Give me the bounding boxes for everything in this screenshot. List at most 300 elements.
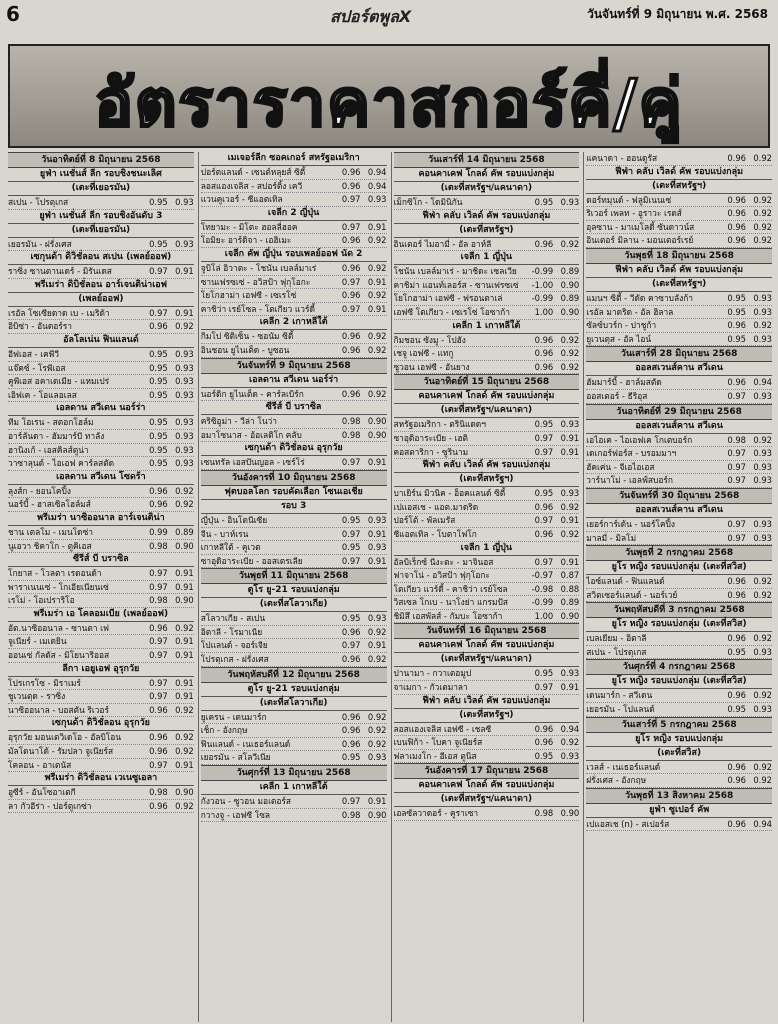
even-value: 0.93 [560,668,580,679]
match-name: ยูเวนตุส - อัล ไอน์ [586,333,652,344]
match-name: จีน - บาห์เรน [200,528,249,539]
even-value: 0.93 [175,376,194,387]
league-heading: ฟีฟ่า คลับ เวิลด์ คัพ รอบแบ่งกลุ่ม [394,695,580,709]
odds-row [8,581,194,595]
odd-value: 0.97 [149,650,168,661]
date-heading: วันเสาร์ที่ 14 มิถุนายน 2568 [394,152,580,168]
odds-row [394,487,580,501]
match-name: ลา กัวอีร่า - ปอร์ตูเกซ่า [8,800,92,811]
odds-row [201,612,387,626]
league-heading: เจลีก 1 ญี่ปุ่น [394,251,580,265]
odds-row [201,653,387,667]
even-value: 0.93 [753,448,772,459]
even-value: 0.94 [367,180,387,191]
venue-note: (เตะที่สหรัฐฯ) [586,180,772,194]
column-1 [6,152,194,1022]
odds-row [394,807,580,821]
match-name: อีฟเอส - เคพีวี [8,348,59,359]
odd-value: 0.96 [727,818,746,829]
even-value: 0.93 [753,532,772,543]
odd-value: 0.95 [149,238,168,249]
odds-row [586,292,772,306]
odd-value: 0.96 [341,626,361,637]
even-value: 0.94 [753,377,772,388]
even-value: 0.93 [753,292,772,303]
odds-row [586,689,772,703]
even-value: 0.90 [367,429,387,440]
date-heading: วันอังคารที่ 10 มิถุนายน 2568 [201,470,387,486]
match-name: เบนฟิก้า - โบคา จูเนียร์ส [393,737,483,748]
odd-value: 0.97 [727,532,746,543]
odd-value: 0.97 [727,461,746,472]
publication-logo: สปอร์ตพูลX [330,7,412,26]
odd-value: 0.96 [727,320,746,331]
odds-row [201,751,387,765]
odd-value: 0.95 [149,348,168,359]
odd-value: 0.96 [727,235,746,246]
match-name: ซาอุดิอาระเบีย - เฮติ [393,432,468,443]
even-value: 0.93 [175,197,194,207]
odds-row [394,667,580,681]
match-name: โชนัน เบลล์มาเร่ - มาชิดะ เซลเวีย [393,266,517,277]
match-name: เยอรมัน - ฝรั่งเศส [8,238,72,249]
even-value: 0.92 [175,704,194,715]
odds-row [201,234,387,248]
odds-row [201,166,387,180]
even-value: 0.93 [175,362,194,373]
even-value: 0.93 [175,458,194,469]
even-value: 0.94 [560,723,580,734]
venue-note: รอบ 3 [201,500,387,514]
odds-row [201,456,387,470]
odds-row [394,347,580,361]
match-name: อิตาลี - โรมาเนีย [200,626,263,637]
match-name: เช็ก - อังกฤษ [200,725,248,736]
odds-row [8,635,194,649]
even-value: 0.93 [753,704,772,715]
venue-note: (เพลย์ออฟ) [8,293,194,307]
odd-value: 0.96 [727,761,746,772]
odds-row [8,416,194,430]
odd-value: 0.97 [534,556,554,567]
odd-value: 0.97 [341,528,361,539]
match-name: เอลซัลวาดอร์ - คูราเซา [393,808,479,819]
odd-value: -0.99 [531,597,554,608]
odds-row [394,446,580,460]
match-name: เบลเยียม - อิตาลี [586,633,647,644]
odd-value: 0.96 [534,723,554,734]
match-name: อัต.นาซิออนาล - ซานตา เฟ [8,622,109,633]
odd-value: 0.96 [534,501,554,512]
league-heading: เคลีก 2 เกาหลีใต้ [201,316,387,330]
odds-row [8,649,194,663]
match-name: ฟลาเมงโก - อีเอส ตูนิส [393,750,477,761]
column-3 [391,152,580,1022]
match-name: เรอัล โซเซียดาด เบ - เมริด้า [8,307,110,318]
league-heading: เอลดาน สวีเดน นอร์ร่า [201,374,387,388]
match-name: คาชิว่า เรย์โซล - โตเกียว แวร์ดี้ [200,303,315,314]
odds-row [586,447,772,461]
match-name: ฟาจาโน่ - อวิสป้า ฟุกุโอกะ [393,570,490,581]
league-heading: ยูโร หญิง รอบแบ่งกลุ่ม (เตะที่สวิส) [586,675,772,689]
match-name: ดอร์ทมุนด์ - ฟลูมิเนนเซ่ [586,194,672,205]
odd-value: 0.98 [341,429,361,440]
odd-value: 0.97 [341,276,361,287]
even-value: 0.92 [367,388,387,399]
odd-value: -1.00 [531,279,554,290]
even-value: 0.91 [175,691,194,702]
odds-row [394,196,580,210]
odds-row [586,376,772,390]
odds-row [201,415,387,429]
league-heading: ยูโร หญิง รอบแบ่งกลุ่ม (เตะที่สวิส) [586,618,772,632]
match-name: จูบิโล่ อิวาตะ - โชนัน เบลล์มาเร่ [200,262,317,273]
date-heading: วันจันทร์ที่ 16 มิถุนายน 2568 [394,623,580,639]
odd-value: 0.98 [534,808,554,819]
league-heading: พรีเมร่า ดิบิชั่ลอน อาร์เจนติน่าเอฟ [8,279,194,293]
odds-row [8,430,194,444]
odd-value: 0.96 [727,377,746,388]
odd-value: 0.97 [341,796,361,807]
venue-note: (เตะที่สหรัฐฯ) [586,278,772,292]
match-name: เกาหลีใต้ - คูเวต [200,542,261,553]
odd-value: 0.97 [727,390,746,401]
even-value: 0.91 [175,759,194,770]
league-heading: คอนคาเคฟ โกลด์ คัพ รอบแบ่งกลุ่ม [394,639,580,653]
league-heading: เอลดาน สวีเดน นอร์ร่า [8,402,194,416]
match-name: มัลโดนาโด้ - รัมปลา จูเนียร์ส [8,746,114,757]
even-value: 0.93 [175,444,194,455]
league-heading: ยูโร หญิง รอบแบ่งกลุ่ม (เตะที่สวิส) [586,561,772,575]
date-heading: วันอาทิตย์ที่ 8 มิถุนายน 2568 [8,152,194,168]
even-value: 0.93 [175,348,194,359]
even-value: 0.92 [753,208,772,219]
venue-note: (เตะที่สหรัฐฯ) [394,709,580,723]
odd-value: 0.96 [149,321,168,332]
league-heading: เซกุนด้า ดิวิชั่ลอน อุรุกวัย [8,717,194,731]
even-value: 0.92 [367,725,387,736]
even-value: 0.89 [560,293,580,304]
odds-row [394,583,580,597]
odds-row [201,276,387,290]
match-name: เดเกอร์ฟอร์ส - บรอมมาฯ [586,448,677,459]
date-heading: วันศุกร์ที่ 13 มิถุนายน 2568 [201,765,387,781]
venue-note: (เตะที่สหรัฐฯ) [394,224,580,238]
odd-value: 1.00 [534,610,554,621]
odds-row [201,193,387,207]
odd-value: 0.96 [149,800,168,811]
even-value: 0.92 [175,485,194,496]
odds-row [394,361,580,375]
match-name: โทยามะ - มิโตะ ฮอลลี่ฮอค [200,221,298,232]
odds-row [8,265,194,279]
even-value: 0.93 [175,430,194,441]
league-heading: เคลีก 1 เกาหลีใต้ [394,320,580,334]
odd-value: 0.96 [727,690,746,701]
odds-row [8,786,194,800]
odds-row [8,731,194,745]
date-heading: วันพุธที่ 18 มิถุนายน 2568 [586,248,772,264]
even-value: 0.93 [753,333,772,344]
odds-row [394,528,580,542]
even-value: 0.93 [753,390,772,401]
odds-row [394,736,580,750]
match-name: อินชอน ยูไนเต็ด - บูซอน [200,344,290,355]
odd-value: 0.95 [149,197,168,207]
even-value: 0.91 [367,276,387,287]
match-name: โคลอน - อาเตนัส [8,759,72,770]
match-name: อมาโซนาส - อ้อเลติโก คลับ [200,429,302,440]
even-value: 0.93 [753,475,772,486]
odds-row [586,632,772,646]
match-name: โกยาส - โวลตา เรดอนด้า [8,568,102,579]
even-value: 0.91 [367,303,387,314]
match-name: ยูเครน - เดนมาร์ก [200,711,267,722]
odd-value: 0.97 [341,221,361,232]
even-value: 0.90 [367,416,387,427]
match-name: เดนมาร์ก - สวีเดน [586,690,653,701]
odds-row [8,362,194,376]
venue-note: (เตะที่สวิส) [586,747,772,761]
odd-value: 0.97 [727,518,746,529]
odd-value: 0.96 [727,153,746,163]
even-value: 0.91 [560,432,580,443]
venue-note: (เตะที่เยอรมัน) [8,224,194,238]
even-value: 0.94 [753,818,772,829]
match-name: เยอร์การ์เด้น - นอร์โคปิ้ง [586,518,675,529]
match-name: สเปน - โปรตุเกส [586,646,647,657]
even-value: 0.93 [753,518,772,529]
odd-value: 0.97 [727,475,746,486]
page-number: 6 [6,2,20,26]
odds-row [8,348,194,362]
match-name: กวางจู - เอฟซี โซล [200,809,271,820]
match-name: เปแอสเช - แอต.มาดริด [393,501,479,512]
odds-row [201,738,387,752]
odd-value: 0.95 [727,704,746,715]
odd-value: 0.97 [149,568,168,579]
even-value: 0.89 [175,526,194,537]
even-value: 0.92 [367,626,387,637]
odds-row [586,221,772,235]
odd-value: 0.96 [341,711,361,722]
match-name: โตเกียว แวร์ดี้ - คาชิว่า เรย์โซล [393,583,508,594]
odds-row [586,306,772,320]
odd-value: 0.96 [341,290,361,301]
even-value: 0.92 [753,576,772,587]
odd-value: 0.95 [727,646,746,657]
odds-row [8,622,194,636]
match-name: อุรุกวัย มอนเตวิเดโอ - อัลบิโอน [8,732,122,743]
odd-value: 0.95 [149,458,168,469]
even-value: 0.91 [175,650,194,661]
even-value: 0.93 [753,306,772,317]
even-value: 0.92 [753,235,772,246]
venue-note: (เตะที่เยอรมัน) [8,182,194,196]
even-value: 0.92 [753,221,772,232]
odd-value: 0.97 [341,457,361,468]
odds-row [394,418,580,432]
odds-row [394,306,580,320]
odds-row [8,444,194,458]
odd-value: 0.96 [727,208,746,219]
even-value: 0.92 [367,331,387,342]
odds-row [394,556,580,570]
odds-row [394,723,580,737]
match-name: คริซิอูม่า - วีล่า โนว่า [200,416,277,427]
league-heading: พรีเมร่า ดิวิชั่ลอน เวเนซูเอลา [8,772,194,786]
even-value: 0.93 [560,488,580,499]
even-value: 0.93 [753,646,772,657]
league-heading: ฟีฟ่า คลับ เวิลด์ คัพ รอบแบ่งกลุ่ม [586,264,772,278]
odd-value: 0.96 [727,576,746,587]
match-name: แจ๊คซ์ - โรพีเอส [8,362,66,373]
odds-row [201,555,387,569]
odd-value: 0.96 [341,725,361,736]
odds-row [201,289,387,303]
odd-value: 0.95 [341,752,361,763]
odd-value: 0.95 [149,362,168,373]
league-heading: ยูโร หญิง รอบแบ่งกลุ่ม [586,733,772,747]
even-value: 0.92 [367,235,387,246]
match-name: ปอร์โต้ - พัลเมรัส [393,515,456,526]
odd-value: 0.96 [341,167,361,177]
match-name: เม็กซิโก - โดมินิกัน [393,197,463,207]
odd-value: 0.97 [534,682,554,693]
even-value: 0.92 [367,711,387,722]
odds-row [586,532,772,546]
venue-note: (เตะที่สหรัฐฯ/แคนาดา) [394,404,580,418]
even-value: 0.92 [175,499,194,510]
odd-value: 0.96 [534,238,554,249]
match-name: บาเยิร์น มิวนิค - อ็อคแลนด์ ซิตี้ [393,488,506,499]
match-name: ซานเฟรซเซ่ - อวิสป้า ฟุกุโอกะ [200,276,311,287]
league-heading: พรีเมร่า นาซิออนาล อาร์เจนติน่า [8,512,194,526]
venue-note: (เตะที่สหรัฐฯ/แคนาดา) [394,653,580,667]
match-name: จูเนียร์ - เมเดยิน [8,636,67,647]
match-name: โยโกฮาม่า เอฟซี - เซเรโซ่ [200,290,297,301]
even-value: 0.90 [560,808,580,819]
match-name: สเปน - โปรตุเกส [8,197,69,207]
odds-row [8,457,194,471]
even-value: 0.90 [367,809,387,820]
odds-row [201,262,387,276]
odd-value: 0.97 [534,446,554,457]
match-name: แมนฯ ซิตี้ - วีดัด คาซาบลังก้า [586,292,693,303]
even-value: 0.91 [367,640,387,651]
odd-value: 0.96 [341,262,361,273]
league-heading: ออลสเวนส์คาน สวีเดน [586,420,772,434]
odd-value: 0.96 [341,654,361,665]
even-value: 0.91 [560,682,580,693]
odds-row [394,501,580,515]
odds-row [394,334,580,348]
match-name: อิบิซ่า - อันดอร์รา [8,321,73,332]
odds-row [8,800,194,814]
league-heading: ฟีฟ่า คลับ เวิลด์ คัพ รอบแบ่งกลุ่ม [394,459,580,473]
date-heading: วันพฤหัสบดีที่ 3 กรกฎาคม 2568 [586,602,772,618]
match-name: ไอซ์แลนด์ - ฟินแลนด์ [586,576,665,587]
league-heading: เมเจอร์ลีก ซอคเกอร์ สหรัฐอเมริกา [201,152,387,166]
odds-row [201,429,387,443]
odds-row [586,434,772,448]
match-name: โยโกฮาม่า เอฟซี - ฟรอนตาเล่ [393,293,503,304]
even-value: 0.93 [367,752,387,763]
match-name: คูพีเอส อคาเดเมีย - แหมเปร่ [8,376,110,387]
even-value: 0.92 [753,194,772,205]
even-value: 0.91 [175,636,194,647]
league-heading: เซกุนด้า ดิวิชั่ลอน อุรุกวัย [201,442,387,456]
even-value: 0.92 [367,344,387,355]
odds-row [586,818,772,832]
match-name: พาราเนนเซ่ - โกเอียเนียนเซ่ [8,581,109,592]
match-name: อูซีร์ - อันโซอาเตกี [8,787,76,798]
match-name: ปานามา - กวาเตอมูป [393,668,472,679]
league-heading: ยูฟ่า ซูเปอร์ คัพ [586,804,772,818]
odds-row [586,461,772,475]
odd-value: 1.00 [534,306,554,317]
column-4 [583,152,772,1022]
league-heading: เซกุนด้า ดิวิชั่ลอน สเปน (เพลย์ออฟ) [8,251,194,265]
even-value: 0.91 [367,796,387,807]
even-value: 0.89 [560,597,580,608]
odd-value: 0.96 [727,194,746,205]
odds-row [8,526,194,540]
even-value: 0.92 [560,528,580,539]
even-value: 0.91 [175,581,194,592]
match-name: เซนทรัล เอสปันญอล - เซร์โร่ [200,457,305,468]
odd-value: 0.96 [149,732,168,743]
odd-value: 0.96 [341,235,361,246]
match-name: เรโม่ - โอเปราริโอ [8,595,75,606]
match-name: อินเตอร์ มิลาน - มอนเตอร์เรย์ [586,235,694,246]
league-heading: เจลีก คัพ ญี่ปุ่น รอบเพลย์ออฟ นัด 2 [201,248,387,262]
odds-row [394,569,580,583]
odds-row [8,690,194,704]
odds-row [8,759,194,773]
even-value: 0.92 [753,633,772,644]
odds-row [201,541,387,555]
even-value: 0.92 [175,321,194,332]
odd-value: 0.97 [149,266,168,277]
league-heading: ยูฟ่า เนชั่นส์ ลีก รอบชิงชนะเลิศ [8,168,194,182]
even-value: 0.94 [367,167,387,177]
even-value: 0.91 [367,528,387,539]
even-value: 0.92 [367,654,387,665]
match-name: เยอรมัน - โปแลนด์ [586,704,655,715]
even-value: 0.91 [560,446,580,457]
match-name: ลุงส์ก - ยอนโคปิ้ง [8,485,71,496]
odd-value: -0.99 [531,293,554,304]
even-value: 0.92 [753,153,772,163]
match-name: โปแลนด์ - จอร์เจีย [200,640,268,651]
date-heading: วันพฤหัสบดีที่ 12 มิถุนายน 2568 [201,667,387,683]
odd-value: -0.98 [531,583,554,594]
odd-value: 0.97 [149,581,168,592]
odd-value: 0.97 [341,640,361,651]
match-name: สวิตเซอร์แลนด์ - นอร์เวย์ [586,589,678,600]
even-value: 0.91 [175,307,194,318]
date-heading: วันเสาร์ที่ 28 มิถุนายน 2568 [586,346,772,362]
odd-value: 0.98 [341,809,361,820]
match-name: กิมชอน ซังมู - โปฮัง [393,334,466,345]
odd-value: 0.96 [149,485,168,496]
date-heading: วันอังคารที่ 17 มิถุนายน 2568 [394,763,580,779]
match-name: แวนคูเวอร์ - ซีแอตเทิล [200,194,283,205]
issue-date: วันจันทร์ที่ 9 มิถุนายน พ.ศ. 2568 [587,7,768,21]
odd-value: 0.97 [149,307,168,318]
league-heading: ออลสเวนส์คาน สวีเดน [586,504,772,518]
